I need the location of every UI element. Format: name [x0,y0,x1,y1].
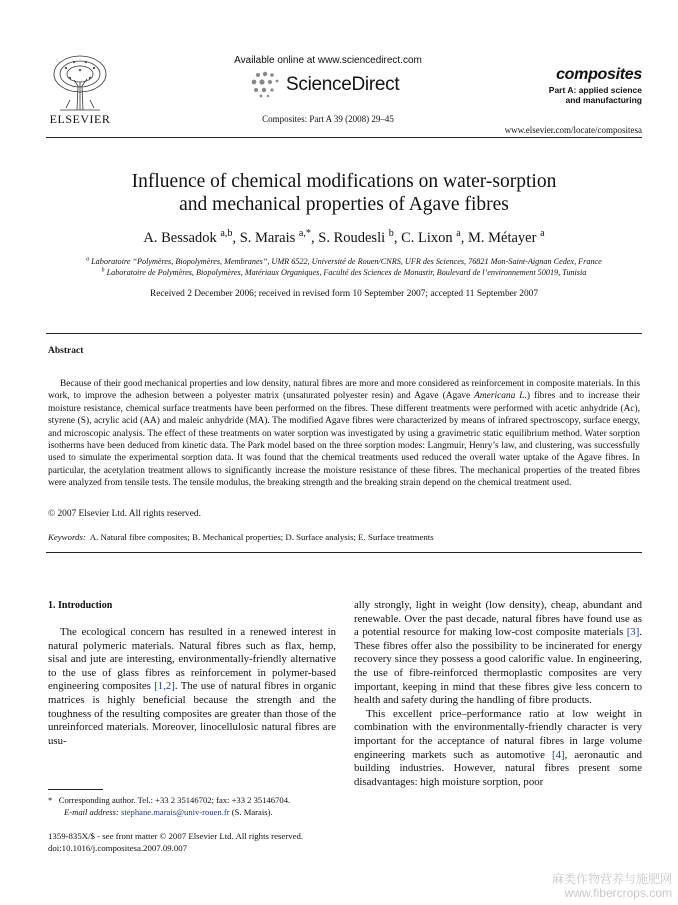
available-online: Available online at www.sciencedirect.com [234,55,422,66]
intro-paragraph-1-cont: ally strongly, light in weight (low density), cheap, abundant and renewable. Over the past decade, natural fibres have found use as a potential resource for making low-cost composite materials [3]. These fibres offer also the possibility to be incinerated for energy recovery since they possess a good calorific value. In engineering, the use of fibre-reinforced thermoplastic composites are very important, keeping in mind that these fibres give less concern to health and safety during the handling of fibre products. [354,599,642,707]
journal-logo [538,66,642,110]
title-line-2: and mechanical properties of Agave fibres [179,194,509,215]
right-column-text [354,599,642,789]
author-affiliation-mark: a,b [220,228,233,240]
intro-paragraph-2: This excellent price–performance ratio at low weight in combination with the environmentally-friendly character is very important for the acceptance of natural fibres in large volume engineering markets such as automotive [4], aeronautic and building industries. However, natural fibres present some disadvantages: high moisture sorption, poor [354,707,642,788]
author-separator: , [311,230,319,246]
abstract-copyright: © 2007 Elsevier Ltd. All rights reserved. [48,509,201,519]
abstract-body: Because of their good mechanical properties and low density, natural fibres are more and more considered as reinforcement in composite materials. In this work, to improve the adhesion between a polyester matrix (unsaturated polyester resin) and Agave (Agave Americana L.) fibres and to increase their moisture resistance, chemical surface treatments have been performed on the fibres. These different treatments were performed with acetic anhydride (Ac), styrene (S), acrylic acid (AA) and maleic anhydride (MA). The modified Agave fibres were characterized by means of infrared spectroscopy, surface energy, and microscopic analysis. The effect of these treatments on water sorption was investigated by using a gravimetric static equilibrium method. Water sorption isotherms have been deduced from kinetic data. The Park model based on the three sorption modes: Langmuir, Henry’s law, and clustering, was successfully used to simulate the experimental sorption data. It was found that the chemical treatments used reduced the overall water uptake of the Agave fibres. In particular, the acetylation treatment allows to significantly increase the moisture resistance of these fibres. The mechanical properties of the treated fibres were analyzed from tensile tests. The tensile modulus, the breaking strength and the breaking strain depend on the chemical treatment used. [48,379,640,489]
reference-link-3[interactable]: [3] [626,626,640,639]
keywords-text: A. Natural fibre composites; B. Mechanical properties; D. Surface analysis; E. Surface treatments [89,532,434,542]
reference-link-1-2[interactable]: [1,2] [154,680,175,693]
site-watermark [552,872,672,900]
author-name: C. Lixon [401,230,453,246]
author-affiliation-mark: b [388,228,394,240]
watermark-line-2: www.fibercrops.com [564,886,672,900]
author-name: M. Métayer [468,230,537,246]
reference-link-4[interactable]: [4] [551,748,565,761]
keywords-label: Keywords: [48,532,86,542]
sciencedirect-dots-icon [248,70,284,98]
title-line-1: Influence of chemical modifications on water-sorption [131,171,557,192]
journal-subtitle-1: Part A: applied science [548,85,642,95]
abstract-bottom-rule [46,552,642,553]
affiliation-a: $^a$ Laboratoire ‘‘Polymères, Biopolymères, Membranes’’, UMR 6522, Université de Rouen/CNRS, UFR des Sciences, 76821 Mon-Saint-Aignan Cedex, France [86,256,602,266]
author-affiliation-mark: a [456,228,461,240]
author-name: A. Bessadok [143,230,217,246]
author-affiliation-mark: a,* [298,228,311,240]
footnote-rule [48,789,103,790]
abstract-top-rule [46,333,642,334]
keywords-line [48,532,434,542]
elsevier-logo [46,52,114,126]
journal-subtitle-2: and manufacturing [565,95,642,105]
corresponding-author: * Corresponding author. Tel.: +33 2 35146702; fax: +33 2 35146704. [48,795,291,805]
section-heading-introduction: 1. Introduction [48,600,113,611]
author-separator: , [232,230,240,246]
journal-citation: Composites: Part A 39 (2008) 29–45 [262,114,394,124]
footer-issn: 1359-835X/$ - see front matter © 2007 Elsevier Ltd. All rights reserved. [48,831,304,841]
received-dates: Received 2 December 2006; received in revised form 10 September 2007; accepted 11 September 2007 [149,289,539,299]
author-separator: , [460,230,468,246]
intro-paragraph-1: The ecological concern has resulted in a renewed interest in natural polymeric materials. Natural fibres such as flax, hemp, sisal and jute are interesting, environmentally-friendly alternative to the use of glass fibres as reinforcement in polymer-based engineering composites [1,2]. The use of natural fibres in organic matrices is highly beneficial because the strength and the toughness of the resulting composites are greater than those of the unreinforced materials. Moreover, linocellulosic natural fibres are usu- [48,626,336,747]
footer-doi: doi:10.1016/j.compositesa.2007.09.007 [48,843,188,853]
elsevier-tree-icon [46,52,114,112]
left-column-text [48,626,336,748]
journal-url[interactable]: www.elsevier.com/locate/compositesa [504,125,642,135]
article-title [46,170,642,216]
email-line: E-mail address: stephane.marais@univ-rouen.fr (S. Marais). [64,806,273,817]
affiliations [46,256,642,278]
author-list [46,230,642,247]
footnote [48,795,348,818]
abstract-heading: Abstract [48,346,84,356]
affiliation-b: $^b$ Laboratoire de Polymères, Biopolymères, Matériaux Organiques, Faculté des Sciences de Monastir, Boulevard de l’environnement 50019, Tunisia [101,267,587,277]
author-name: S. Marais [239,230,296,246]
author-email-link[interactable]: stephane.marais@univ-rouen.fr [120,806,230,817]
sciencedirect-wordmark: ScienceDirect [286,74,400,95]
author-affiliation-mark: a [540,228,545,240]
journal-name: composites [556,66,642,83]
sciencedirect-logo [248,70,418,100]
author-separator: , [393,230,402,246]
publisher-name: ELSEVIER [49,112,111,126]
header-rule [46,137,642,138]
author-name: S. Roudesli [318,230,386,246]
watermark-line-1: 麻类作物营养与施肥网 [551,872,672,886]
